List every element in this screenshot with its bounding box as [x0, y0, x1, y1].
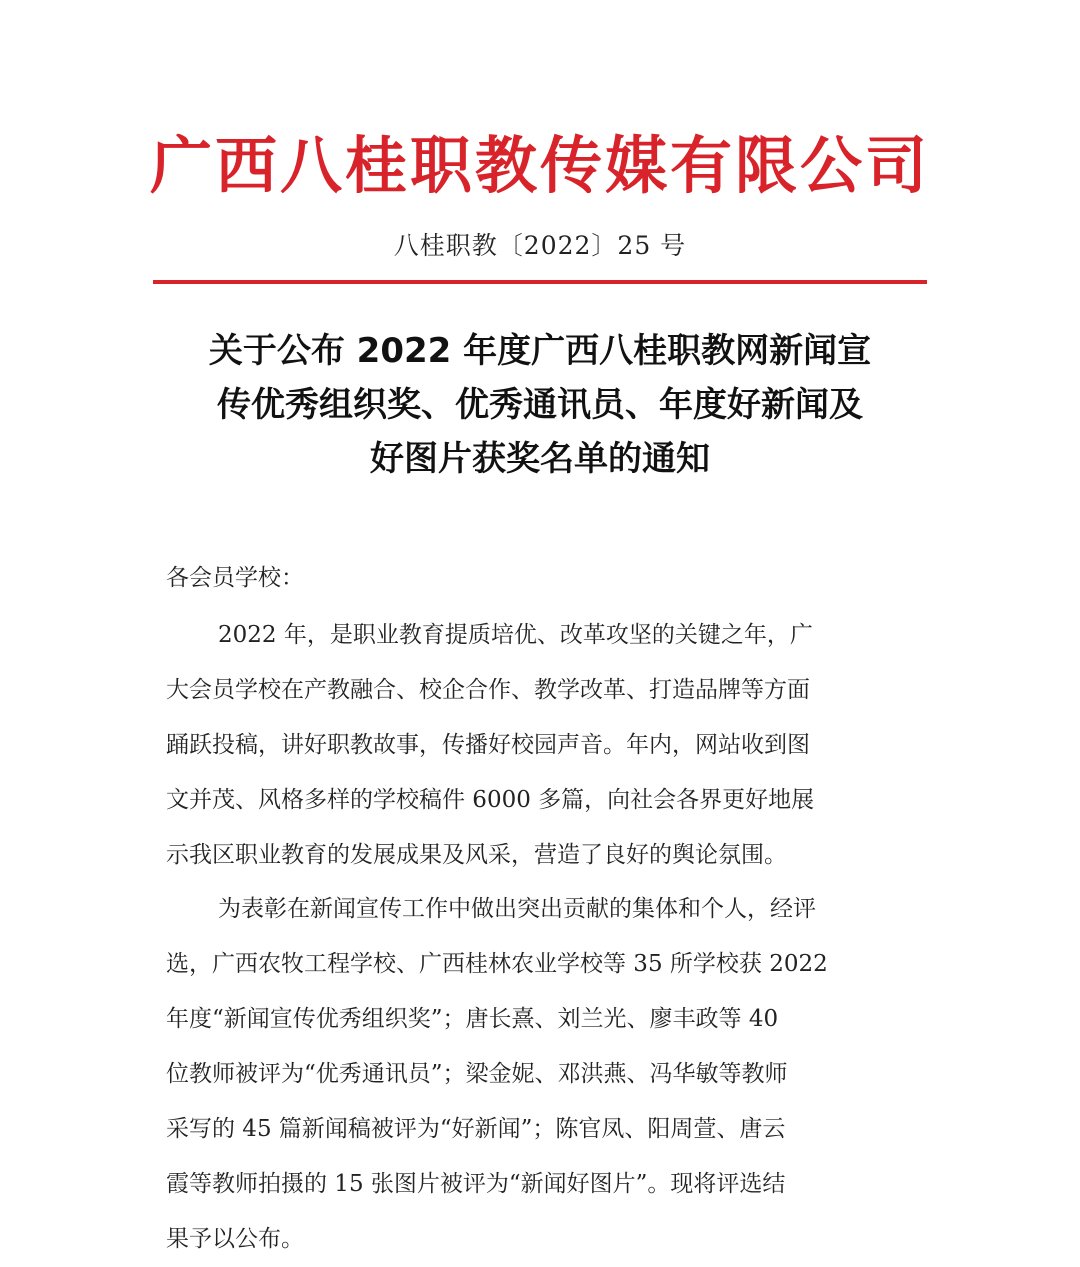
title-line: 好图片获奖名单的通知	[370, 439, 710, 479]
paragraph-line: 大会员学校在产教融合、校企合作、教学改革、打造品牌等方面	[166, 677, 810, 703]
paragraph-line: 踊跃投稿，讲好职教故事，传播好校园声音。年内，网站收到图	[166, 732, 810, 758]
paragraph-line: 文并茂、风格多样的学校稿件 6000 多篇，向社会各界更好地展	[166, 787, 815, 813]
body-paragraph-2	[166, 882, 926, 1267]
organization-masthead: 广西八桂职教传媒有限公司	[149, 129, 930, 202]
salutation: 各会员学校：	[166, 565, 304, 591]
paragraph-line: 为表彰在新闻宣传工作中做出突出贡献的集体和个人，经评	[218, 896, 816, 922]
document-number: 八桂职教〔2022〕25 号	[393, 231, 687, 260]
paragraph-line: 2022 年，是职业教育提质培优、改革攻坚的关键之年，广	[218, 622, 813, 648]
title-line: 传优秀组织奖、优秀通讯员、年度好新闻及	[217, 385, 863, 425]
paragraph-line: 示我区职业教育的发展成果及风采，营造了良好的舆论氛围。	[166, 842, 787, 868]
paragraph-line: 霞等教师拍摄的 15 张图片被评为“新闻好图片”。现将评选结	[166, 1171, 786, 1197]
title-line: 关于公布 2022 年度广西八桂职教网新闻宣	[208, 331, 872, 371]
body-paragraph-1	[166, 608, 926, 883]
red-header-rule	[153, 280, 927, 284]
paragraph-line: 位教师被评为“优秀通讯员”；梁金妮、邓洪燕、冯华敏等教师	[166, 1061, 788, 1087]
paragraph-line: 采写的 45 篇新闻稿被评为“好新闻”；陈官凤、阳周萱、唐云	[166, 1116, 786, 1142]
paragraph-line: 果予以公布。	[166, 1226, 304, 1252]
notice-title	[150, 324, 930, 486]
paragraph-line: 年度“新闻宣传优秀组织奖”；唐长熹、刘兰光、廖丰政等 40	[166, 1006, 779, 1032]
paragraph-line: 选，广西农牧工程学校、广西桂林农业学校等 35 所学校获 2022	[166, 951, 828, 977]
